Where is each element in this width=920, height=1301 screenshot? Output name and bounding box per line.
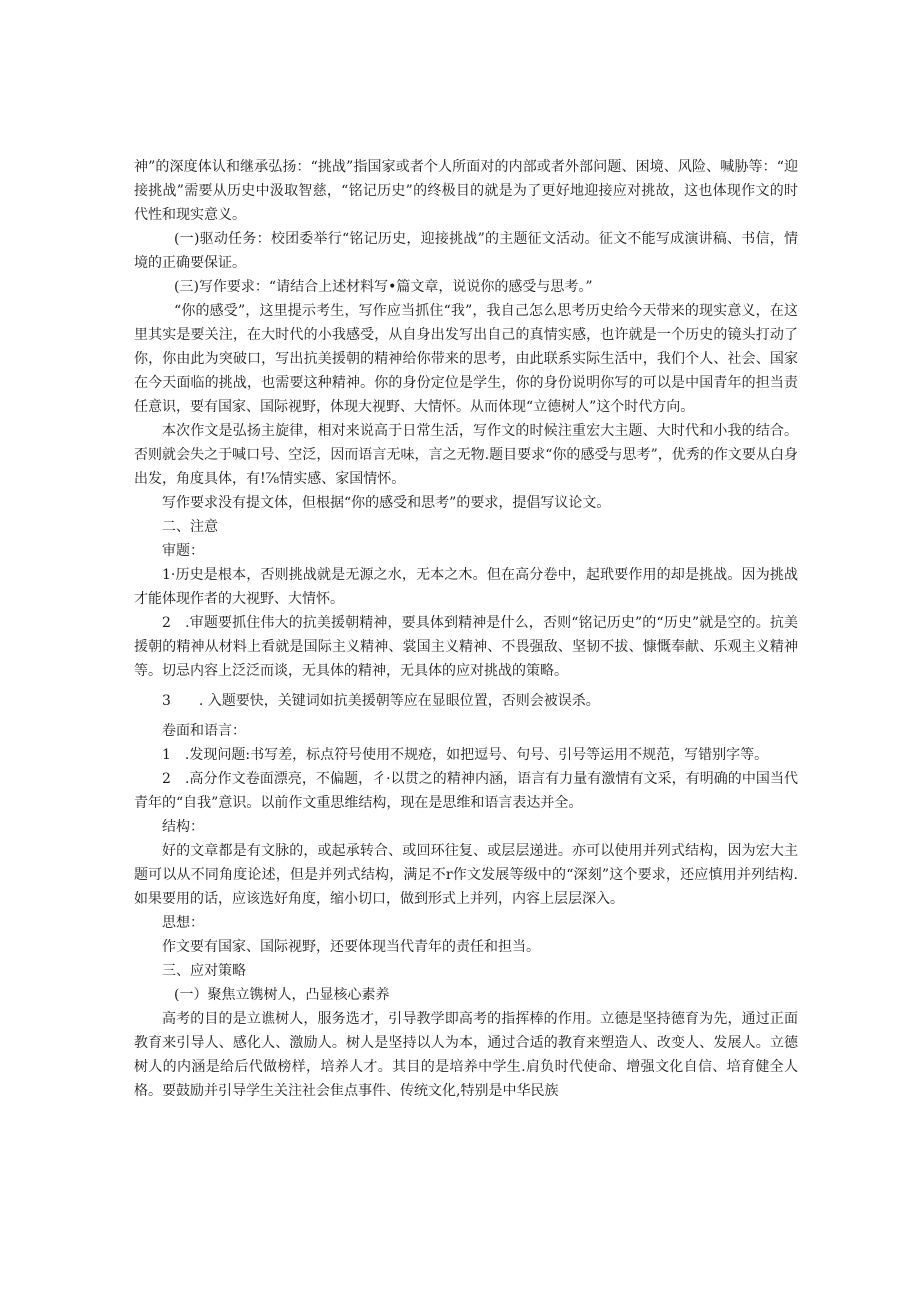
subheading: 审题： bbox=[162, 543, 204, 559]
paragraph: 1·历史是根本，否则挑战就是无源之水，无本之木。但在高分卷中，起玳要作用的却是挑战。因为挑战才能体现作者的大视野、大情怀。 bbox=[134, 567, 798, 607]
document-body bbox=[134, 155, 798, 1103]
subheading: (一）聚焦立镌树人，凸显核心素养 bbox=[174, 987, 390, 1003]
subheading: 思想： bbox=[162, 915, 204, 931]
subheading: 结构： bbox=[162, 819, 204, 835]
paragraph: 高考的目的是立谯树人，服务选才，引导教学即高考的指挥棒的作用。立德是坚持德育为先，通过正面教育来引导人、感化人、激励人。树人是坚持以人为本，通过合适的教育来塑造人、改变人、发展人。立德树人的内涵是给后代做榜样，培养人才。其目的是培养中学生.肩负时代使命、增强文化自信、培育健全人格。要鼓励并引导学生关注社会隹点事件、传统文化,特别是中华民族 bbox=[134, 1011, 798, 1099]
paragraph: 3 . 入题要快，关键词如抗美援朝等应在显眼位置，否则会被误杀。 bbox=[162, 693, 600, 709]
paragraph: 作文要有国家、国际视野，还要体现当代青年的责任和担当。 bbox=[162, 939, 540, 955]
paragraph: (一)驱动任务：校团委举行“铭记历史，迎接挑战”的主题征文活动。征文不能写成演讲稿、书信，情境的正确要保证。 bbox=[134, 231, 798, 271]
section-heading: 二、注意 bbox=[162, 519, 218, 535]
paragraph: 本次作文是弘扬主旋律，相对来说高于日常生活，写作文的时候注重宏大主题、大时代和小我的结合。否则就会失之于喊口号、空泛，因而语言无味，言之无物.题目要求“你的感受与思考”，优秀的作文要从白身出发，角度具体，有!⅞情实感、家国情怀。 bbox=[134, 423, 798, 487]
paragraph: 2 .审题要抓住伟大的抗美援朝精神，要具体到精神是什么，否则“铭记历史”的“历史”就是空的。抗美援朝的精神从材料上看就是国际主义精神、裳国主义精神、不畏强敌、坚韧不拔、慷慨奉献、乐观主义精神等。切忌内容上泛泛而谈，无具体的精神，无具体的应对挑战的策略。 bbox=[134, 615, 798, 679]
subheading: 卷面和语言： bbox=[162, 723, 246, 739]
section-heading: 三、应对策略 bbox=[162, 963, 246, 979]
paragraph: 2 .高分作文卷面漂亮，不偏题，彳·以贯之的精神内涵，语言有力量有激情有文采，有明确的中国当代青年的“自我”意识。以前作文重思维结构，现在是思维和语言表达并全。 bbox=[134, 771, 798, 811]
paragraph: (三)写作要求：“请结合上述材料写•篇文章，说说你的感受与思考。” bbox=[174, 279, 593, 295]
paragraph: 好的文章都是有文脉的，或起承转合、或回环往复、或层层递进。亦可以使用并列式结构，因为宏大主题可以从不同角度论述，但是并列式结构，满足不r作文发展等级中的“深刻”这个要求，还应慎用并列结构.如果要用的话，应该选好角度，缩小切口，做到形式上并列，内容上层层深入。 bbox=[134, 843, 798, 907]
paragraph: 1 .发现问题:书写差，标点符号使用不规疮，如把逗号、句号、引号等运用不规范，写错别字等。 bbox=[162, 747, 769, 763]
paragraph: 神”的深度体认和继承弘扬：“挑战”指国家或者个人所面对的内部或者外部问题、困境、风险、喊胁等：“迎接挑战”需要从历史中汲取智慈，“铭记历史”的终极目的就是为了更好地迎接应对挑故，这也体现作文的时代性和现实意义。 bbox=[134, 159, 798, 223]
paragraph: “你的感受”，这里提示考生，写作应当抓住“我”，我自己怎么思考历史给今天带来的现实意义，在这里其实是要关注，在大时代的小我感受，从自身出发写出自己的真情实感，也许就是一个历史的镜头打动了你，你由此为突破口，写出抗美援朝的精神给你带来的思考，由此联系实际生活中，我们个人、社会、国家在今天面临的挑战，也需要这种精神。你的身份定位是学生，你的身份说明你写的可以是中国青年的担当责任意识，要有国家、国际视野，体现大视野、大情怀。从而体现“立德树人”这个时代方向。 bbox=[134, 303, 798, 415]
paragraph: 写作要求没有提文体，但根据“你的感受和思考”的要求，提倡写议论文。 bbox=[162, 495, 611, 511]
